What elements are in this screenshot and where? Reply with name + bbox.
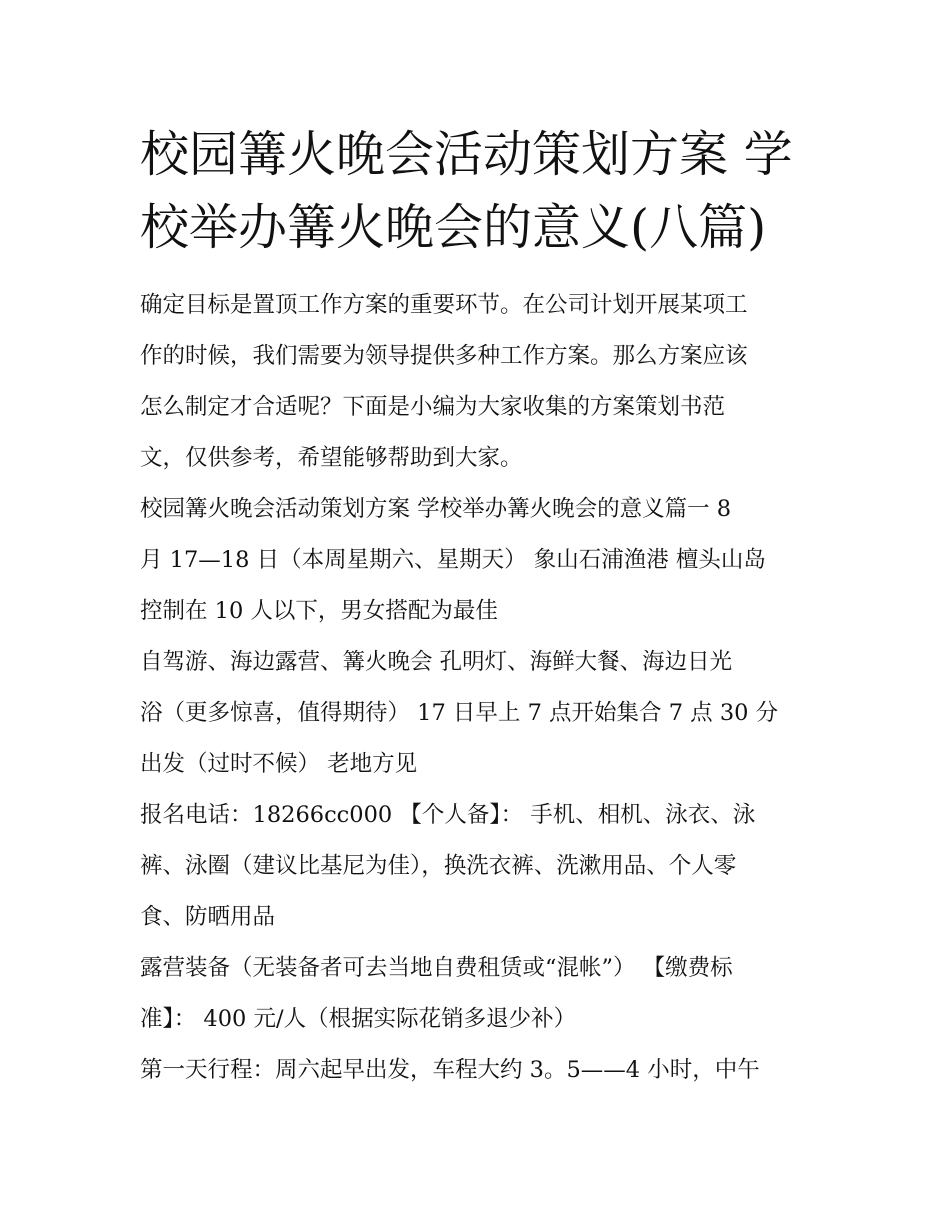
body-line: 食、防晒用品	[140, 904, 276, 930]
body-line: 出发（过时不候） 老地方见	[140, 751, 418, 777]
body-line: 第一天行程：周六起早出发，车程大约 3。5——4 小时，中午	[140, 1057, 760, 1083]
body-line: 浴（更多惊喜，值得期待） 17 日早上 7 点开始集合 7 点 30 分	[140, 700, 779, 726]
title-line: 校举办篝火晚会的意义(八篇)	[140, 199, 767, 256]
body-line: 露营装备（无装备者可去当地自费租赁或“混帐”） 【缴费标	[140, 955, 733, 981]
body-line: 准】： 400 元/人（根据实际花销多退少补）	[140, 1006, 577, 1032]
body-line: 自驾游、海边露营、篝火晚会 孔明灯、海鲜大餐、海边日光	[140, 649, 733, 675]
title-line: 校园篝火晚会活动策划方案 学	[140, 126, 793, 183]
body-line: 怎么制定才合适呢？下面是小编为大家收集的方案策划书范	[140, 394, 726, 420]
body-line: 裤、泳圈（建议比基尼为佳），换洗衣裤、洗漱用品、个人零	[140, 853, 737, 879]
body-line: 月 17—18 日（本周星期六、星期天） 象山石浦渔港 檀头山岛	[140, 547, 766, 573]
body-line: 控制在 10 人以下，男女搭配为最佳	[140, 598, 498, 624]
body-line: 校园篝火晚会活动策划方案 学校举办篝火晚会的意义篇一 8	[140, 496, 732, 522]
body-line: 报名电话：18266cc000 【个人备】： 手机、相机、泳衣、泳	[140, 802, 756, 828]
body-line: 作的时候，我们需要为领导提供多种工作方案。那么方案应该	[140, 343, 748, 369]
document-body	[140, 280, 820, 1096]
body-line: 确定目标是置顶工作方案的重要环节。在公司计划开展某项工	[140, 292, 748, 318]
document-title	[140, 118, 820, 264]
body-line: 文，仅供参考，希望能够帮助到大家。	[140, 445, 523, 471]
